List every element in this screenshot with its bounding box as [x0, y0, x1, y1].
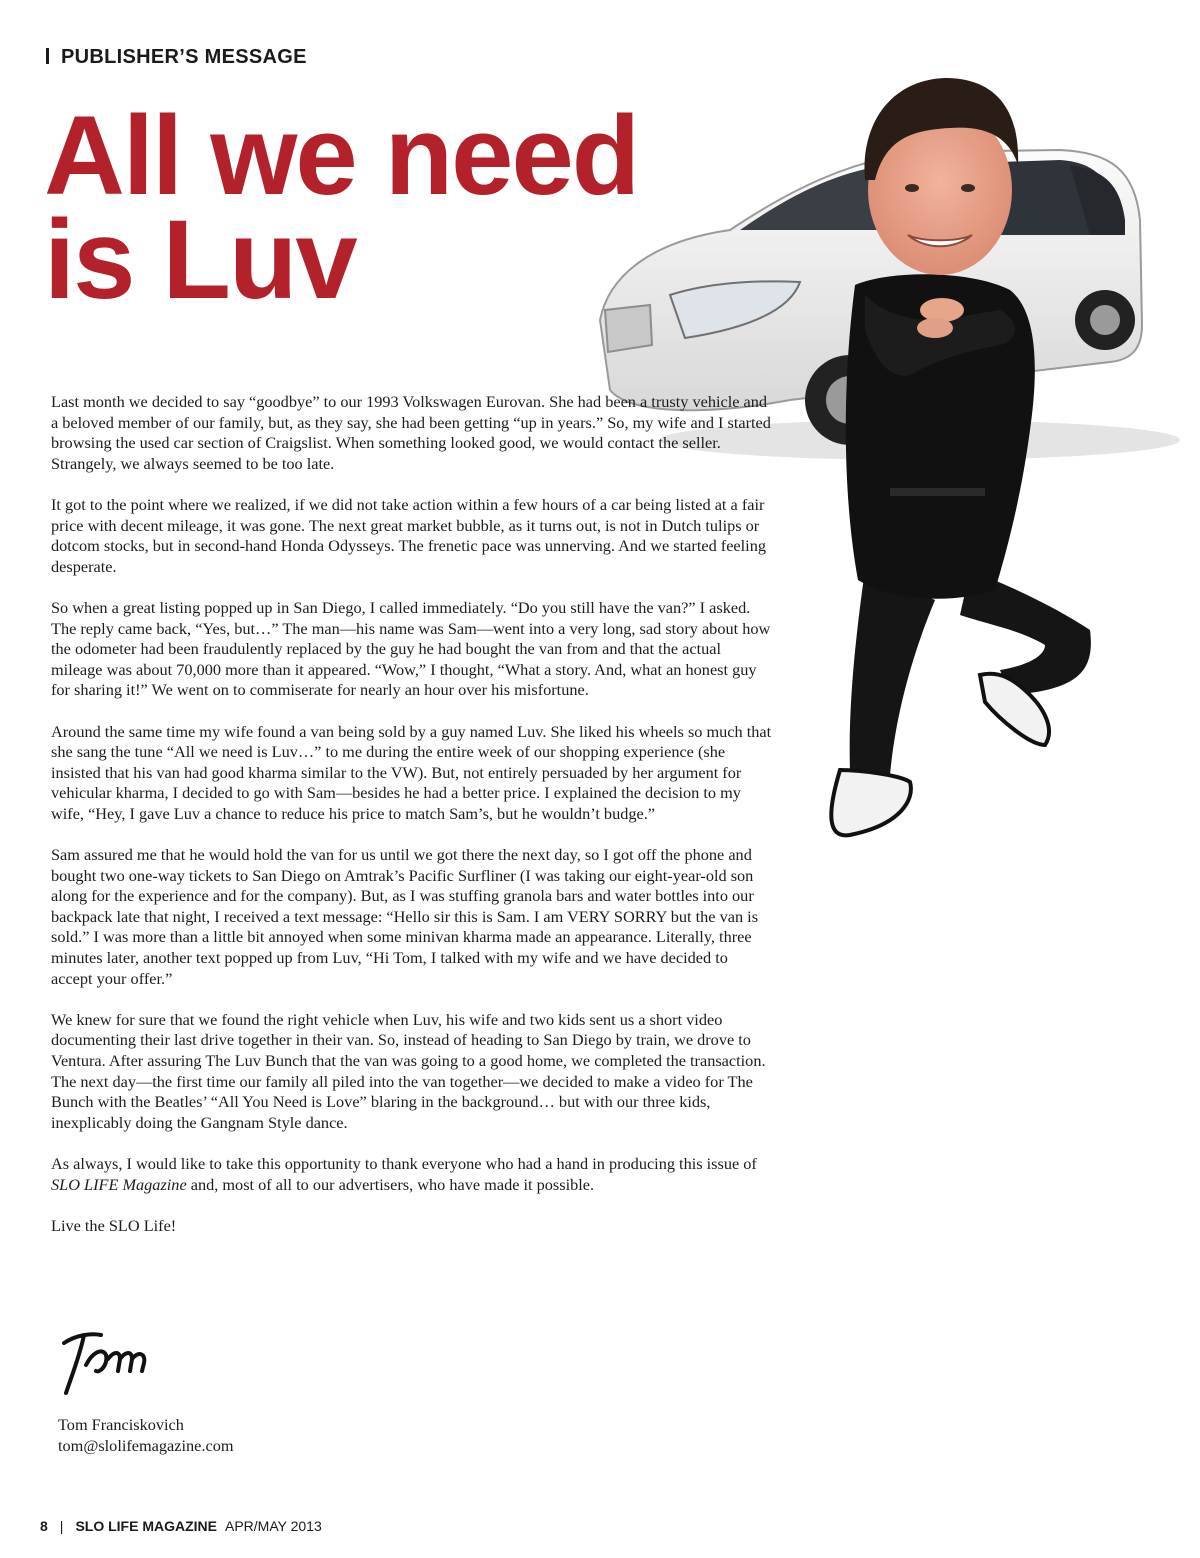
paragraph: We knew for sure that we found the right vehicle when Luv, his wife and two kids sent us a short video documenting their last drive together in their van. So, instead of heading to San Diego by train, we drove to Ventura. After assuring The Luv Bunch that the van was going to a good home, we completed the transaction. The next day—the first time our family all piled into the van together—we decided to make a video for The Bunch with the Beatles’ “All You Need is Love” blaring in the background… but with our three kids, inexplicably doing the Gangnam Style dance. — [51, 1009, 766, 1132]
headline-line-2: is Luv — [44, 197, 356, 322]
van-grille — [605, 305, 652, 352]
footer-separator: | — [59, 1518, 64, 1534]
section-label — [46, 46, 307, 69]
footer-issue: APR/MAY 2013 — [225, 1518, 322, 1534]
footer-magazine: SLO LIFE MAGAZINE — [75, 1518, 217, 1534]
closing-before: As always, I would like to take this opportunity to thank everyone who had a hand in producing this issue of — [51, 1153, 757, 1173]
section-label-text: PUBLISHER’S MESSAGE — [61, 46, 307, 68]
page-footer — [40, 1518, 322, 1534]
page-number: 8 — [40, 1518, 48, 1534]
headline — [44, 93, 639, 322]
paragraph: Last month we decided to say “goodbye” to our 1993 Volkswagen Eurovan. She had been a trusty vehicle and a beloved member of our family, but, as they say, she had been getting “up in years.” So, my wife and I started browsing the used car section of Craigslist. When something looked good, we would contact the seller. Strangely, we always seemed to be too late. — [51, 392, 771, 473]
person-left-leg — [850, 570, 935, 775]
section-bar — [46, 48, 49, 64]
article-body — [51, 392, 773, 1257]
person-hand-left — [920, 298, 964, 322]
paragraph: Around the same time my wife found a van being sold by a guy named Luv. She liked his wheels so much that she sang the tune “All we need is Luv…” to me during the entire week of our shopping experience (she insisted that his van had good kharma similar to the VW). But, not entirely persuaded by her argument for vehicular kharma, I decided to go with Sam—besides he had a better price. I explained the decision to my wife, “Hey, I gave Luv a chance to reduce his price to match Sam’s, but he wouldn’t budge.” — [51, 721, 772, 823]
magazine-title: SLO LIFE Magazine — [51, 1174, 187, 1194]
person-belt — [890, 488, 985, 496]
person-hand-right — [917, 318, 953, 338]
paragraph: It got to the point where we realized, if we did not take action within a few hours of a car being listed at a fair price with decent mileage, it was gone. The next great market bubble, as it turns out, is not in Dutch tulips or dotcom stocks, but in second-hand Honda Odysseys. The frenetic pace was unnerving. And we started feeling desperate. — [51, 494, 766, 576]
author-name: Tom Franciskovich — [58, 1415, 184, 1434]
signoff: Live the SLO Life! — [51, 1215, 177, 1235]
author-email: tom@slolifemagazine.com — [58, 1435, 234, 1455]
closing-after: and, most of all to our advertisers, who have made it possible. — [186, 1174, 595, 1194]
closing-paragraph — [51, 1154, 773, 1195]
paragraph: Sam assured me that he would hold the van for us until we got there the next day, so I got off the phone and bought two one-way tickets to San Diego on Amtrak’s Pacific Surfliner (I was taking our eight-year-old son along for the experience and for the company). But, as I was stuffing granola bars and water bottles into our backpack late that night, I received a text message: “Hello sir this is Sam. I am VERY SORRY but the van is sold.” I was more than a little bit annoyed when some minivan kharma made an appearance. Literally, three minutes later, another text popped up from Luv, “Hi Tom, I talked with my wife and we have decided to accept your offer.” — [51, 845, 759, 988]
paragraph: So when a great listing popped up in San Diego, I called immediately. “Do you still have the van?” I asked. The reply came back, “Yes, but…” The man—his name was Sam—went into a very long, sad story about how the odometer had been fraudulently replaced by the guy he had bought the van from and that the actual mileage was about 70,000 more than it appeared. “Wow,” I thought, “What a story. And, what an honest guy for sharing it!” We went on to commiserate for nearly an hour over his misfortune. — [51, 597, 771, 700]
author-block — [58, 1415, 234, 1456]
person-left-shoe — [831, 770, 911, 835]
headline-line-1: All we need — [44, 93, 639, 218]
signature — [56, 1325, 166, 1400]
